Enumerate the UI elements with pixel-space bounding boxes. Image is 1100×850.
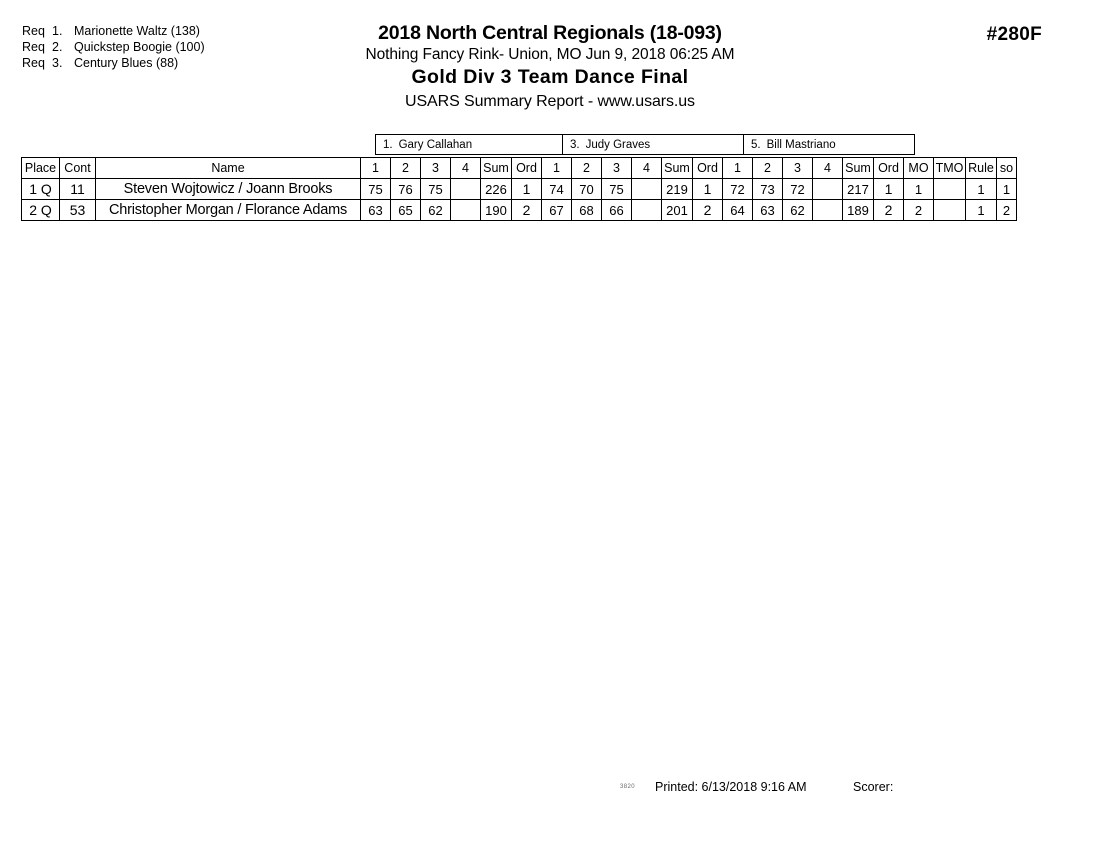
cell-j3-dance3: 72 bbox=[783, 179, 813, 200]
judge-number: 5. bbox=[751, 138, 761, 151]
req-number: 3. bbox=[52, 56, 63, 71]
judge-box-3 bbox=[743, 134, 915, 155]
cell-j2-dance4 bbox=[632, 179, 662, 200]
req-dance-name: Century Blues (88) bbox=[74, 56, 179, 71]
cell-j3-dance4 bbox=[813, 200, 843, 221]
header-tmo: TMO bbox=[934, 158, 966, 179]
cell-name: Steven Wojtowicz / Joann Brooks bbox=[96, 179, 361, 200]
event-number-badge: #280F bbox=[986, 24, 1042, 45]
judge-header-band bbox=[375, 134, 915, 155]
header-rule: Rule bbox=[966, 158, 997, 179]
cell-j3-dance2: 73 bbox=[753, 179, 783, 200]
header-j2-dance2: 2 bbox=[572, 158, 602, 179]
cell-tmo bbox=[934, 179, 966, 200]
cell-j2-dance2: 70 bbox=[572, 179, 602, 200]
header-name: Name bbox=[96, 158, 361, 179]
cell-rule: 1 bbox=[966, 200, 997, 221]
cell-mo: 1 bbox=[904, 179, 934, 200]
req-number: 1. bbox=[52, 24, 63, 38]
cell-j1-dance3: 62 bbox=[421, 200, 451, 221]
cell-j1-dance2: 76 bbox=[391, 179, 421, 200]
venue-datetime-line: Nothing Fancy Rink- Union, MO Jun 9, 2018 06:25 AM bbox=[365, 46, 735, 63]
header-place: Place bbox=[22, 158, 60, 179]
cell-j3-ord: 2 bbox=[874, 200, 904, 221]
cell-so: 1 bbox=[997, 179, 1017, 200]
header-j2-sum: Sum bbox=[662, 158, 693, 179]
cell-j1-dance4 bbox=[451, 179, 481, 200]
cell-j3-dance3: 62 bbox=[783, 200, 813, 221]
cell-j2-dance2: 68 bbox=[572, 200, 602, 221]
header-j3-sum: Sum bbox=[843, 158, 874, 179]
report-title-block bbox=[0, 22, 1100, 113]
printed-timestamp: Printed: 6/13/2018 9:16 AM bbox=[655, 780, 807, 794]
judge-name: Gary Callahan bbox=[398, 138, 473, 151]
cell-j3-dance2: 63 bbox=[753, 200, 783, 221]
cell-j1-sum: 226 bbox=[481, 179, 512, 200]
header-j1-dance3: 3 bbox=[421, 158, 451, 179]
cell-so: 2 bbox=[997, 200, 1017, 221]
header-j2-dance1: 1 bbox=[542, 158, 572, 179]
results-table bbox=[21, 157, 1017, 221]
cell-j2-dance1: 74 bbox=[542, 179, 572, 200]
header-j2-ord: Ord bbox=[693, 158, 723, 179]
header-j3-ord: Ord bbox=[874, 158, 904, 179]
judge-number: 3. bbox=[570, 138, 580, 151]
cell-j1-dance1: 63 bbox=[361, 200, 391, 221]
event-title: 2018 North Central Regionals (18-093) bbox=[378, 22, 722, 44]
cell-tmo bbox=[934, 200, 966, 221]
table-row[interactable] bbox=[22, 200, 1017, 221]
cell-place: 2 Q bbox=[22, 200, 60, 221]
division-title: Gold Div 3 Team Dance Final bbox=[411, 66, 689, 88]
judge-number: 1. bbox=[383, 138, 393, 151]
req-dance-name: Marionette Waltz (138) bbox=[74, 24, 200, 38]
cell-rule: 1 bbox=[966, 179, 997, 200]
header-j2-dance3: 3 bbox=[602, 158, 632, 179]
cell-j2-dance1: 67 bbox=[542, 200, 572, 221]
scorer-label: Scorer: bbox=[853, 780, 894, 794]
judge-box-1 bbox=[375, 134, 562, 155]
cell-j1-dance4 bbox=[451, 200, 481, 221]
header-j1-ord: Ord bbox=[512, 158, 542, 179]
req-number: 2. bbox=[52, 40, 63, 55]
table-header-row bbox=[22, 158, 1017, 179]
header-j1-dance1: 1 bbox=[361, 158, 391, 179]
cell-j3-sum: 217 bbox=[843, 179, 874, 200]
header-j2-dance4: 4 bbox=[632, 158, 662, 179]
header-so: so bbox=[997, 158, 1017, 179]
cell-name: Christopher Morgan / Florance Adams bbox=[96, 200, 361, 221]
header-cont: Cont bbox=[60, 158, 96, 179]
cell-j1-dance2: 65 bbox=[391, 200, 421, 221]
judge-box-2 bbox=[562, 134, 743, 155]
report-footer bbox=[0, 780, 1100, 800]
cell-j3-ord: 1 bbox=[874, 179, 904, 200]
req-label: Req bbox=[22, 56, 45, 71]
header-j3-dance2: 2 bbox=[753, 158, 783, 179]
judge-name: Judy Graves bbox=[585, 138, 651, 151]
header-mo: MO bbox=[904, 158, 934, 179]
cell-j2-ord: 2 bbox=[693, 200, 723, 221]
cell-j1-dance1: 75 bbox=[361, 179, 391, 200]
header-j3-dance4: 4 bbox=[813, 158, 843, 179]
cell-j2-dance3: 66 bbox=[602, 200, 632, 221]
cell-j2-ord: 1 bbox=[693, 179, 723, 200]
judge-name: Bill Mastriano bbox=[766, 138, 836, 151]
cell-j1-ord: 2 bbox=[512, 200, 542, 221]
cell-cont: 11 bbox=[60, 179, 96, 200]
cell-j1-dance3: 75 bbox=[421, 179, 451, 200]
cell-j3-dance1: 64 bbox=[723, 200, 753, 221]
cell-j2-dance4 bbox=[632, 200, 662, 221]
cell-mo: 2 bbox=[904, 200, 934, 221]
cell-j3-sum: 189 bbox=[843, 200, 874, 221]
cell-j3-dance4 bbox=[813, 179, 843, 200]
report-subtitle: USARS Summary Report - www.usars.us bbox=[405, 93, 695, 110]
cell-j3-dance1: 72 bbox=[723, 179, 753, 200]
req-dance-name: Quickstep Boogie (100) bbox=[74, 40, 205, 55]
header-j3-dance1: 1 bbox=[723, 158, 753, 179]
header-j1-dance2: 2 bbox=[391, 158, 421, 179]
cell-j2-sum: 219 bbox=[662, 179, 693, 200]
table-row[interactable] bbox=[22, 179, 1017, 200]
cell-j2-dance3: 75 bbox=[602, 179, 632, 200]
cell-j1-ord: 1 bbox=[512, 179, 542, 200]
header-j1-dance4: 4 bbox=[451, 158, 481, 179]
req-label: Req bbox=[22, 24, 45, 38]
req-label: Req bbox=[22, 40, 45, 55]
cell-j2-sum: 201 bbox=[662, 200, 693, 221]
cell-cont: 53 bbox=[60, 200, 96, 221]
header-j1-sum: Sum bbox=[481, 158, 512, 179]
cell-place: 1 Q bbox=[22, 179, 60, 200]
cell-j1-sum: 190 bbox=[481, 200, 512, 221]
header-j3-dance3: 3 bbox=[783, 158, 813, 179]
job-code: 3820 bbox=[620, 784, 635, 790]
